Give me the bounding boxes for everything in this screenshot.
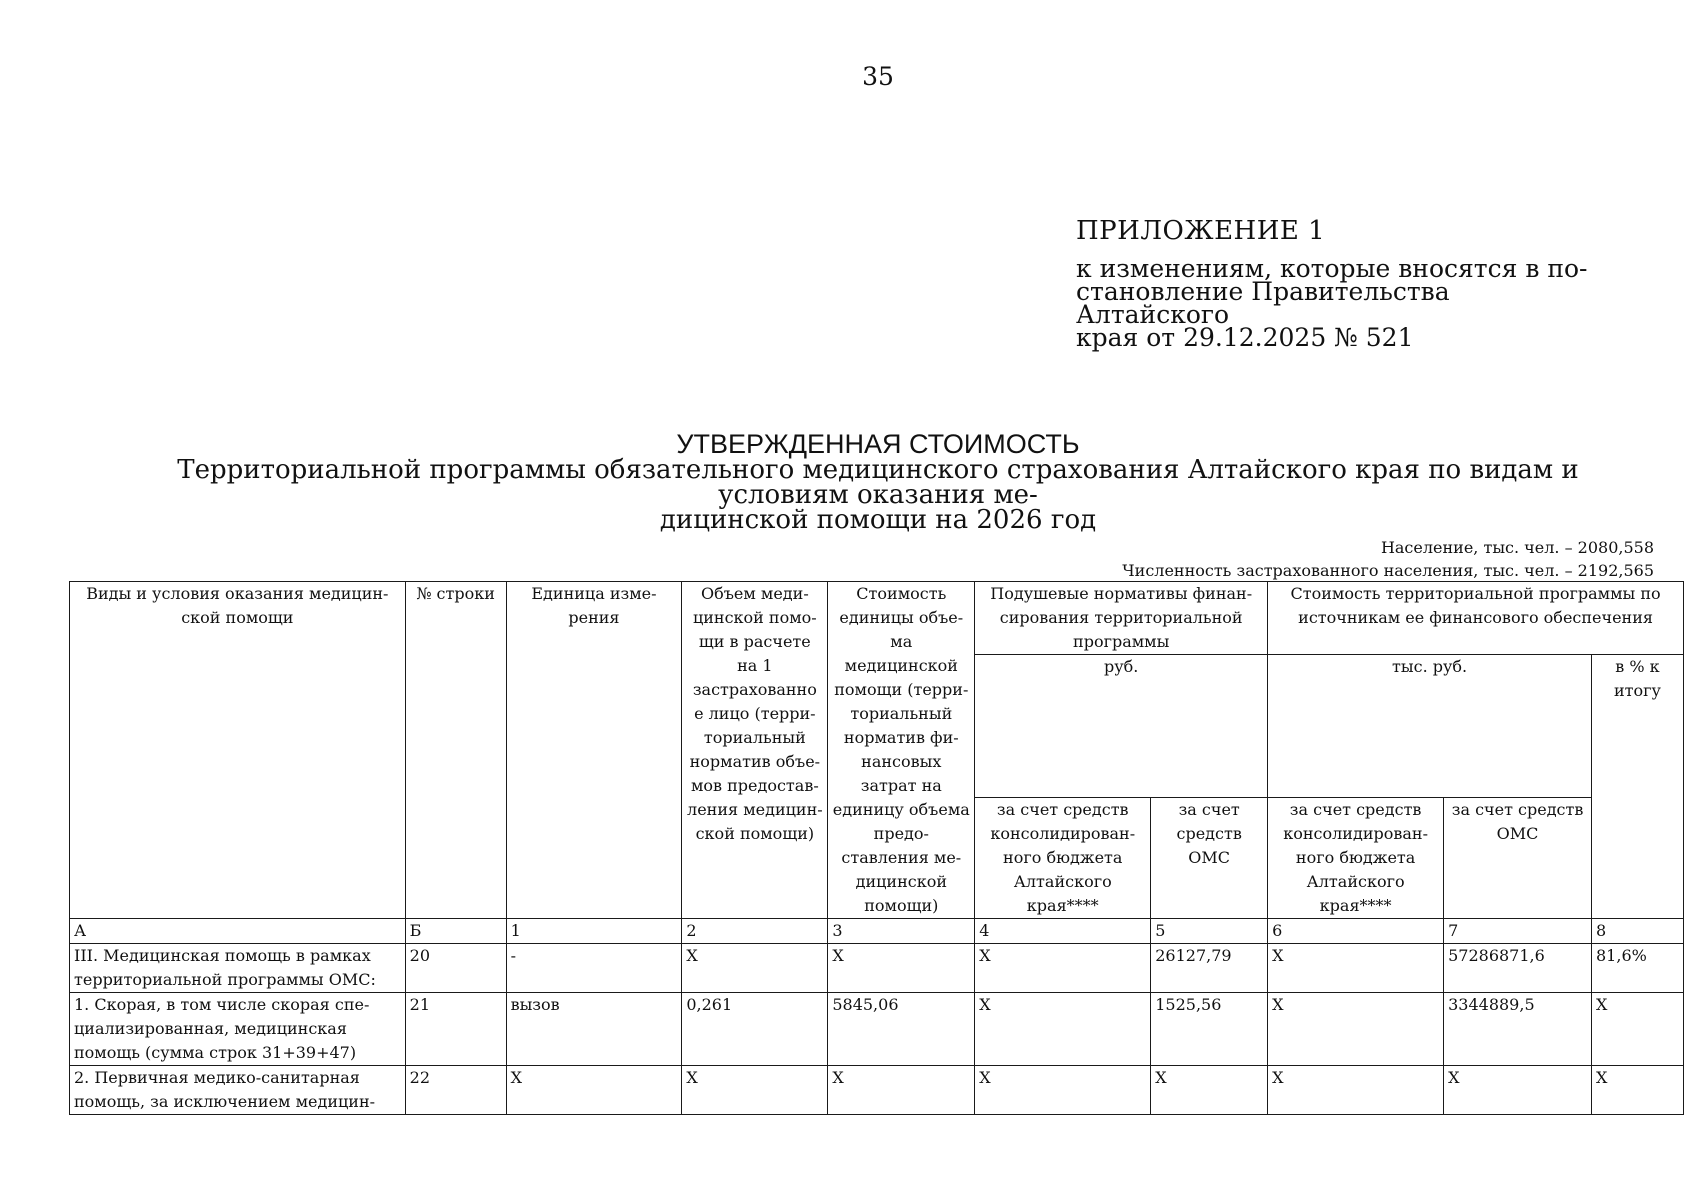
index-cell: 6: [1268, 919, 1444, 944]
index-cell: 2: [682, 919, 828, 944]
header-volume: Объем меди-цинской помо-щи в расчете на 1 застрахованно е лицо (терри-ториальный норматив объе-мов предостав-ления медицин-ской помощи): [682, 582, 828, 919]
table-cell: 3344889,5: [1444, 993, 1592, 1066]
appendix-line: к изменениям, которые вносятся в по-: [1076, 254, 1588, 283]
table-cell: X: [1151, 1066, 1268, 1115]
header-oms: за счет средств ОМС: [1151, 798, 1268, 919]
document-title: [108, 430, 1648, 533]
table-cell: X: [975, 1066, 1151, 1115]
table-cell: X: [1444, 1066, 1592, 1115]
header-per-capita: Подушевые нормативы финан-сирования территориальной программы: [975, 582, 1268, 655]
table-cell: X: [975, 993, 1151, 1066]
table-row: [70, 944, 1684, 993]
index-cell: 5: [1151, 919, 1268, 944]
table-cell: вызов: [506, 993, 682, 1066]
table-cell: 57286871,6: [1444, 944, 1592, 993]
table-cell: X: [975, 944, 1151, 993]
population-line: Население, тыс. чел. – 2080,558: [1380, 538, 1654, 557]
index-cell: 8: [1592, 919, 1684, 944]
header-thous-rub: тыс. руб.: [1268, 655, 1592, 798]
table-cell: X: [1268, 993, 1444, 1066]
table-cell: X: [1592, 993, 1684, 1066]
appendix-block: [1076, 216, 1596, 352]
table-cell: 22: [405, 1066, 506, 1115]
population-info: [1122, 536, 1654, 582]
index-cell: 3: [828, 919, 975, 944]
header-budget-total: за счет средств консолидирован-ного бюджета Алтайского края****: [1268, 798, 1444, 919]
table-cell: 26127,79: [1151, 944, 1268, 993]
header-program-cost: Стоимость территориальной программы по источникам ее финансового обеспечения: [1268, 582, 1684, 655]
table-cell: X: [1592, 1066, 1684, 1115]
title-sub-line: дицинской помощи на 2026 год: [659, 505, 1097, 535]
header-unit: Единица изме-рения: [506, 582, 682, 919]
table-cell: -: [506, 944, 682, 993]
table-cell: X: [506, 1066, 682, 1115]
title-sub-line: Территориальной программы обязательного медицинского страхования Алтайского края по видам и условиям оказания ме-: [177, 455, 1579, 510]
index-row: [70, 919, 1684, 944]
table-cell: X: [682, 944, 828, 993]
header-row: [70, 582, 1684, 655]
table-cell: 21: [405, 993, 506, 1066]
table-cell: 5845,06: [828, 993, 975, 1066]
index-cell: 7: [1444, 919, 1592, 944]
table-cell: X: [1268, 944, 1444, 993]
header-budget: за счет средств консолидирован-ного бюджета Алтайского края****: [975, 798, 1151, 919]
header-rub: руб.: [975, 655, 1268, 798]
table-cell: 1525,56: [1151, 993, 1268, 1066]
appendix-heading: ПРИЛОЖЕНИЕ 1: [1076, 216, 1326, 246]
table-cell: 0,261: [682, 993, 828, 1066]
appendix-line: края от 29.12.2025 № 521: [1076, 323, 1414, 352]
header-row-number: № строки: [405, 582, 506, 919]
header-unit-cost: Стоимость единицы объе-ма медицинской помощи (терри-ториальный норматив фи-нансовых затрат на единицу объема предо-ставления ме-дицинской помощи): [828, 582, 975, 919]
appendix-line: становление Правительства Алтайского: [1076, 277, 1450, 329]
cost-table: [69, 581, 1684, 1115]
header-percent: в % к итогу: [1592, 655, 1684, 919]
table-cell: X: [828, 944, 975, 993]
row-title: 2. Первичная медико-санитарная помощь, за исключением медицин-: [70, 1066, 406, 1115]
table-cell: 81,6%: [1592, 944, 1684, 993]
insured-population-line: Численность застрахованного населения, тыс. чел. – 2192,565: [1122, 561, 1654, 580]
table-cell: X: [1268, 1066, 1444, 1115]
header-types: Виды и условия оказания медицин-ской помощи: [70, 582, 406, 919]
row-title: 1. Скорая, в том числе скорая спе-циализированная, медицинская помощь (сумма строк 31+39+47): [70, 993, 406, 1066]
header-oms-total: за счет средств ОМС: [1444, 798, 1592, 919]
title-main: УТВЕРЖДЕННАЯ СТОИМОСТЬ: [676, 429, 1080, 459]
index-cell: Б: [405, 919, 506, 944]
page-number: 35: [862, 62, 894, 91]
table-row: [70, 1066, 1684, 1115]
table-row: [70, 993, 1684, 1066]
index-cell: 1: [506, 919, 682, 944]
table-cell: 20: [405, 944, 506, 993]
table-cell: X: [682, 1066, 828, 1115]
index-cell: 4: [975, 919, 1151, 944]
row-title: III. Медицинская помощь в рамках территориальной программы ОМС:: [70, 944, 406, 993]
index-cell: А: [70, 919, 406, 944]
table-cell: X: [828, 1066, 975, 1115]
